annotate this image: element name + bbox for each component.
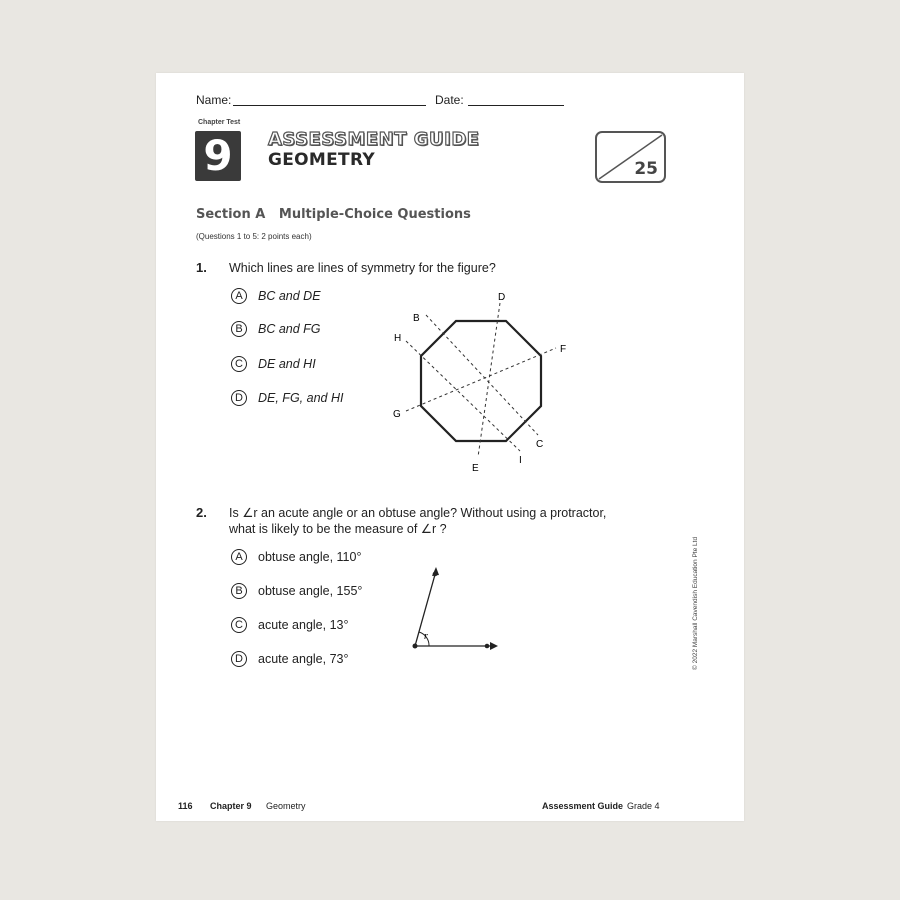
page-number: 116 [178,801,193,811]
q1-option-d[interactable] [231,390,343,406]
option-text: DE, FG, and HI [258,391,344,405]
option-text: obtuse angle, 155° [258,584,363,598]
q2-number: 2. [196,505,207,520]
footer-book-title: Assessment Guide [542,801,624,811]
score-box [595,131,666,183]
q2-option-d[interactable] [231,651,349,667]
angle-vertex [413,644,418,649]
option-text: BC and DE [258,289,321,303]
section-title: Section A Multiple-Choice Questions [196,207,471,222]
option-text: acute angle, 13° [258,618,349,632]
option-text: DE and HI [258,357,316,371]
section-note: (Questions 1 to 5: 2 points each) [196,232,312,241]
q2-option-b[interactable] [231,583,362,599]
ray-point-right [485,644,490,649]
option-letter: C [231,617,247,633]
chapter-test-label: Chapter Test [198,119,241,126]
label-g: G [393,409,401,420]
angle-figure [401,563,511,658]
q2-text-line1: Is ∠r an acute angle or an obtuse angle? Without using a protractor, [229,506,607,520]
date-label: Date: [435,93,464,107]
name-line [233,105,426,106]
chapter-number: 9 [203,131,233,180]
label-i: I [519,455,522,466]
q1-number: 1. [196,260,207,275]
option-letter: A [231,549,247,565]
label-h: H [394,333,402,344]
topic-title: GEOMETRY [268,150,376,170]
footer-grade: Grade 4 [627,801,660,811]
option-letter: D [231,390,247,406]
arrow-up-icon [432,567,439,576]
footer-chapter-topic: Geometry [266,801,306,811]
line-de [478,303,500,457]
option-text: obtuse angle, 110° [258,550,362,564]
copyright-text: © 2022 Marshall Cavendish Education Pte Ltd [692,536,699,670]
label-c: C [536,439,544,450]
footer-chapter-label: Chapter 9 [210,801,252,811]
label-d: D [498,292,506,303]
option-text: BC and FG [258,322,321,336]
q1-option-c[interactable] [231,356,316,372]
line-fg [406,348,556,411]
q2-option-a[interactable] [231,549,361,565]
angle-label: r [424,631,428,642]
label-e: E [472,463,479,474]
option-text: acute angle, 73° [258,652,349,666]
option-letter: A [231,288,247,304]
q1-option-b[interactable] [231,321,321,337]
date-line [468,105,564,106]
label-b: B [413,313,420,324]
arrow-right-icon [490,642,498,650]
score-total: 25 [634,159,658,179]
chapter-number-box [195,131,241,181]
name-label: Name: [196,93,232,107]
guide-title: ASSESSMENT GUIDE [268,129,480,150]
octagon-figure [386,283,586,483]
line-bc [426,315,538,435]
q2-text-line2: what is likely to be the measure of ∠r ? [229,522,447,536]
worksheet-page [156,73,744,821]
option-letter: D [231,651,247,667]
label-f: F [560,344,567,355]
q2-option-c[interactable] [231,617,349,633]
octagon-shape [421,321,541,441]
q1-text: Which lines are lines of symmetry for the figure? [229,261,496,275]
option-letter: B [231,321,247,337]
option-letter: B [231,583,247,599]
line-hi [406,341,520,451]
q1-option-a[interactable] [231,288,321,304]
option-letter: C [231,356,247,372]
